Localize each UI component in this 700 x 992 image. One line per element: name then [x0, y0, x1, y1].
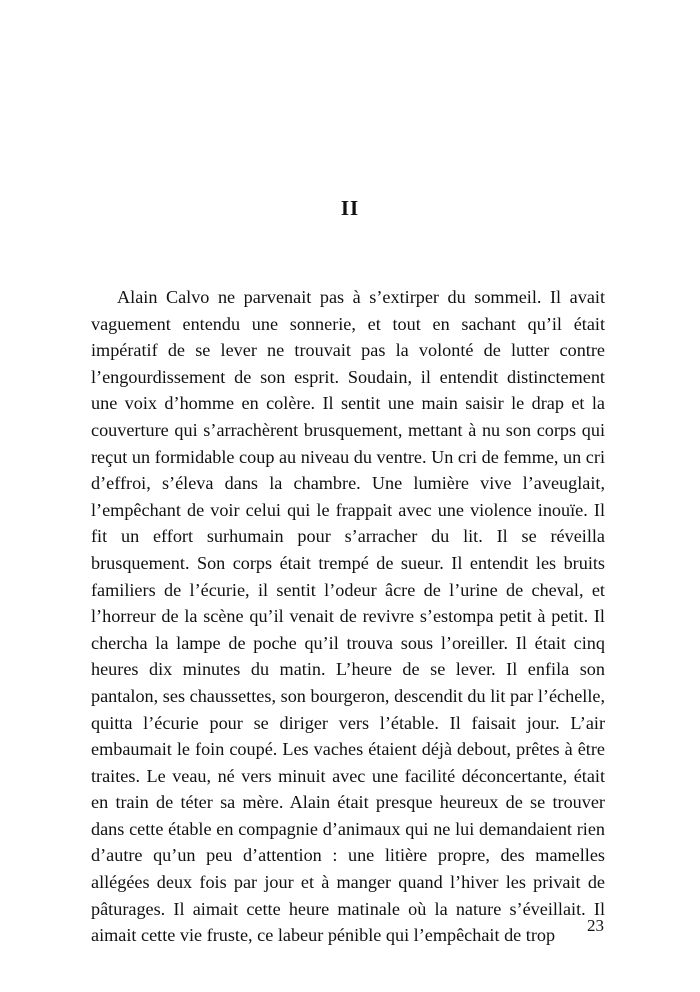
page-number: 23	[587, 916, 604, 935]
chapter-heading: II	[340, 196, 360, 220]
body-paragraph: Alain Calvo ne parvenait pas à s’extirper du sommeil. Il avait vaguement entendu une sonnerie, et tout en sachant qu’il était impératif de se lever ne trouvait pas la volonté de lutter contre l’engourdissement de son esprit. Soudain, il entendit distinctement une voix d’homme en colère. Il sentit une main saisir le drap et la couverture qui s’arrachèrent brusquement, mettant à nu son corps qui reçut un formidable coup au niveau du ventre. Un cri de femme, un cri d’effroi, s’éleva dans la chambre. Une lumière vive l’aveuglait, l’empêchant de voir celui qui le frappait avec une violence inouïe. Il fit un effort surhumain pour s’arracher du lit. Il se réveilla brusquement. Son corps était trempé de sueur. Il entendit les bruits familiers de l’écurie, il sentit l’odeur âcre de l’urine de cheval, et l’horreur de la scène qu’il venait de revivre s’estompa petit à petit. Il chercha la lampe de poche qu’il trouva sous l’oreiller. Il était cinq heures dix minutes du matin. L’heure de se lever. Il enfila son pantalon, ses chaussettes, son bourgeron, descendit du lit par l’échelle, quitta l’écurie pour se diriger vers l’étable. Il faisait jour. L’air embaumait le foin coupé. Les vaches étaient déjà debout, prêtes à être traites. Le veau, né vers minuit avec une facilité déconcertante, était en train de téter sa mère. Alain était presque heureux de se trouver dans cette étable en compagnie d’animaux qui ne lui demandaient rien d’autre qu’un peu d’attention : une litière propre, des mamelles allégées deux fois par jour et à manger quand l’hiver les privait de pâturages. Il aimait cette heure matinale où la nature s’éveillait. Il aimait cette vie fruste, ce labeur pénible qui l’empêchait de trop	[91, 287, 605, 946]
